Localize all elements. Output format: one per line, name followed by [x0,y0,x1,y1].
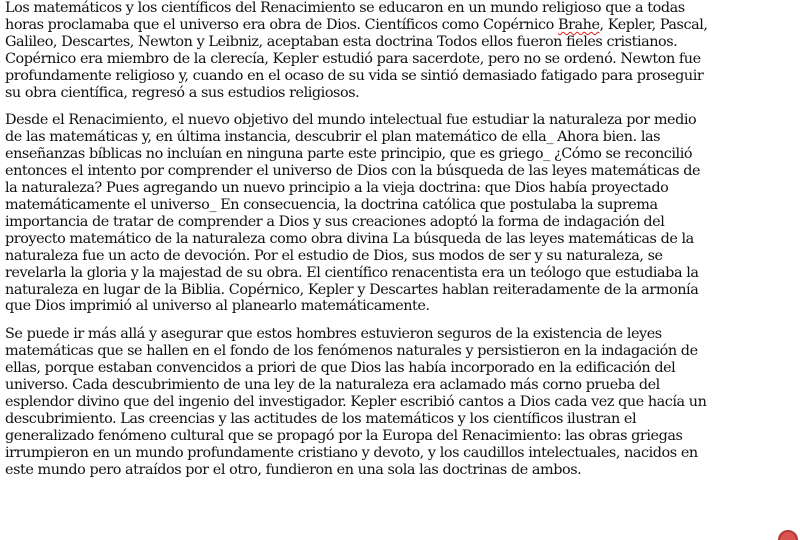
text-line: matemáticamente el universo_ En consecuencia, la doctrina católica que postulaba la suprema [5,196,658,213]
text-line: Galileo, Descartes, Newton y Leibniz, aceptaban esta doctrina Todos ellos fueron fieles cristianos. [5,33,678,50]
text-line: descubrimiento. Las creencias y las actitudes de los matemáticos y los científicos ilustran el [5,410,637,427]
text-line: Los matemáticos y los científicos del Renacimiento se educaron en un mundo religioso que a todas [5,0,685,16]
text-segment: , Kepler, Pascal, [599,16,708,33]
text-line: universo. Cada descubrimiento de una ley de la naturaleza era aclamado más corno prueba del [5,377,660,394]
text-line: la naturaleza? Pues agregando un nuevo principio a la vieja doctrina: que Dios había proyectado [5,180,669,197]
text-line [5,17,794,34]
text-line: naturaleza fue un acto de devoción. Por el estudio de Dios, sus modos de ser y su naturaleza, se [5,247,663,264]
paragraph-2 [5,112,794,315]
text-line: enseñanzas bíblicas no incluían en ninguna parte este principio, que es griego_ ¿Cómo se reconcilió [5,146,693,163]
text-line: matemáticas que se hallen en el fondo de los fenómenos naturales y persistieron en la indagación de [5,343,698,360]
text-line: irrumpieron en un mundo profundamente cristiano y devoto, y los caudillos intelectuales, nacidos en [5,444,698,461]
text-line: Copérnico era miembro de la clerecía, Kepler estudió para sacerdote, pero no se ordenó. Newton fue [5,50,701,67]
text-line: importancia de tratar de comprender a Dios y sus creaciones adoptó la forma de indagación del [5,213,665,230]
text-line: de las matemáticas y, en última instancia, descubrir el plan matemático de ella_ Ahora bien. las [5,129,661,146]
paragraph-3 [5,326,794,478]
text-line: su obra científica, regresó a sus estudios religiosos. [5,84,360,101]
text-line: generalizado fenómeno cultural que se propagó por la Europa del Renacimiento: las obras griegas [5,427,683,444]
paragraph-1 [5,0,794,101]
text-line: revelarla la gloria y la majestad de su obra. El científico renacentista era un teólogo que estudiaba la [5,264,699,281]
text-line: entonces el intento por comprender el universo de Dios con la búsqueda de las leyes matemáticas de [5,163,701,180]
text-segment: horas proclamaba que el universo era obra de Dios. Científicos como Copérnico [5,16,558,33]
text-line: profundamente religioso y, cuando en el ocaso de su vida se sintió demasiado fatigado para proseguir [5,67,704,84]
text-line: naturaleza en lugar de la Biblia. Copérnico, Kepler y Descartes hablan reiteradamente de la armonía [5,281,699,298]
text-line: Desde el Renacimiento, el nuevo objetivo del mundo intelectual fue estudiar la naturaleza por medio [5,112,697,129]
corner-badge-icon[interactable] [778,530,798,540]
text-line: que Dios imprimió al universo al planearlo matemáticamente. [5,298,430,315]
text-line: ellas, porque estaban convencidos a priori de que Dios las había incorporado en la edificación del [5,360,676,377]
misspelled-word[interactable]: Brahe [557,16,600,33]
text-line: esplendor divino que del ingenio del investigador. Kepler escribió cantos a Dios cada vez que hacía un [5,393,707,410]
text-line: este mundo pero atraídos por el otro, fundieron en una sola las doctrinas de ambos. [5,461,582,478]
text-line: proyecto matemático de la naturaleza como obra divina La búsqueda de las leyes matemáticas de la [5,230,694,247]
text-line: Se puede ir más allá y asegurar que estos hombres estuvieron seguros de la existencia de leyes [5,326,662,343]
